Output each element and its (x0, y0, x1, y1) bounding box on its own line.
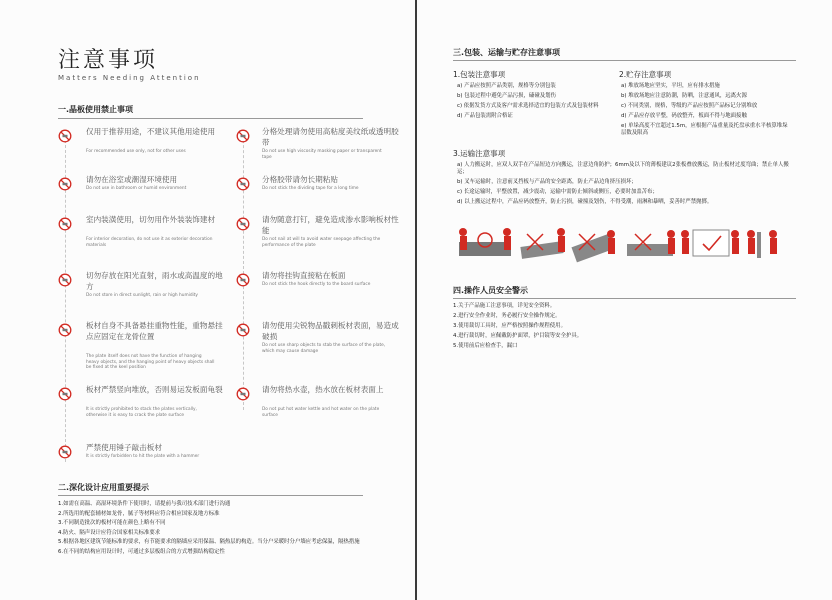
prohibition-icon (58, 176, 72, 190)
prohibition-icon (236, 128, 250, 142)
text-line: 5.根据各地区建筑节能标准的要求，有节能要求的隔墙应采用保温、隔热层的构造。当分户采暖时分户墙应考虑保温，隔热措施 (58, 539, 360, 546)
check-mark-icon (747, 230, 777, 258)
prohibition-icon (236, 386, 250, 400)
text-line: b) 叉车运输时，注意前叉挡板与产品的安全距离，防止产品边角挤压损坏； (457, 179, 637, 185)
divider (453, 60, 796, 61)
prohibition-text: 请勿将热水壶，热水放在板材表面上 (262, 385, 384, 394)
text-line: a) 堆放场地应坚实，平坦，应有排水措施 (621, 83, 720, 89)
text-line: 4.防火、隔声设计应符合国家相关标准要求 (58, 529, 161, 536)
prohibition-icon (58, 128, 72, 142)
divider (58, 118, 363, 119)
text-line: a) 产品应按照产品类别，规格等分别包装 (457, 83, 556, 89)
text-line: d) 产品应存放平整，码放整齐，板面不得与地面接触 (621, 113, 747, 119)
prohibition-english: Do not use sharp objects to stab the surface of the plate, which may cause damage (262, 343, 386, 354)
prohibition-text: 板材自身不具备悬挂重物性能，重物悬挂点应固定在龙骨位置 (86, 321, 223, 341)
section2-heading: 二.深化设计应用重要提示 (58, 483, 150, 492)
check-mark-icon (681, 230, 739, 256)
text-line: a) 人力搬运时，应双人双手在产品短边方向搬运，注意边角防护；6mm及以下的薄板建议2张板叠放搬运，防止板材过度弯曲；禁止单人搬运； (457, 162, 789, 175)
prohibition-text: 分格胶带请勿长期粘贴 (262, 175, 338, 184)
prohibition-icon (236, 176, 250, 190)
prohibition-icon (236, 272, 250, 286)
prohibition-english: Do not store in direct sunlight, rain or high humidity (86, 293, 198, 298)
section1-heading: 一.晶板使用禁止事项 (58, 105, 134, 114)
text-line: d) 产品包装需附合格证 (457, 113, 513, 119)
storage-heading: 2.贮存注意事项 (619, 70, 672, 79)
prohibition-icon (58, 322, 72, 336)
page-subtitle: Matters Needing Attention (58, 74, 201, 82)
prohibition-english: For recommended use only, not for other uses (86, 149, 186, 154)
cross-mark-icon (520, 228, 565, 259)
left-page (0, 0, 415, 600)
text-line: 1.如需在高温、高湿环境条件下使用时，请提前与我司技术部门进行沟通 (58, 501, 231, 507)
divider (453, 298, 796, 299)
divider (58, 495, 363, 496)
transport-heading: 3.运输注意事项 (453, 149, 506, 158)
prohibition-text: 分格处理请勿使用高粘度美纹纸或透明胶带 (262, 127, 399, 147)
prohibition-english: Do not use in bathroom or humid environment (86, 186, 187, 191)
right-page (417, 0, 832, 600)
prohibition-text: 室内装潢使用，切勿用作外装装饰建材 (86, 215, 216, 224)
prohibition-english: Do not put hot water kettle and hot water on the plate surface (262, 407, 380, 418)
prohibition-english: Do not nail at will to avoid water seepage affecting the performance of the plate (262, 237, 381, 248)
prohibition-english: The plate itself does not have the function of hanging heavy objects, and the hanging point of heavy objects shall be fixed at the keel position (86, 354, 215, 370)
text-line: 2.所选用的配套辅材如龙骨，腻子等材料应符合相应国家及地方标准 (58, 510, 220, 517)
text-line: b) 堆放场地应注意防潮，防晒，注意通风，远离火源 (621, 93, 747, 99)
prohibition-text: 板材严禁竖向堆放，否则易运发板面龟裂 (86, 385, 223, 394)
prohibition-icon (58, 216, 72, 230)
text-line: 4.进行裁切时，应佩戴防护面罩，护目镜等安全护具。 (453, 333, 583, 339)
cross-mark-icon (571, 230, 615, 262)
prohibition-icon (58, 272, 72, 286)
text-line: d) 以上搬运过程中，产品应码放整齐，防止污损，碰撞及划伤，不得受潮，雨淋和暴晒，妥善时严禁抛掷。 (457, 199, 713, 205)
prohibition-english: Do not stick the hook directly to the board surface (262, 282, 371, 287)
section3-heading: 三.包装、运输与贮存注意事项 (453, 48, 561, 57)
prohibition-text: 请勿使用尖锐物品戳刺板材表面，易造成破损 (262, 321, 399, 341)
prohibition-icon (58, 386, 72, 400)
cross-mark-icon (627, 230, 675, 256)
text-line: 3.使用裁切工具时，应严格按照操作规程使用。 (453, 323, 566, 329)
worker-carrying-icon (459, 228, 511, 256)
text-line: 6.在不同的结构应用设计时，可通过多层板组合的方式增强结构稳定性 (58, 549, 225, 555)
dashed-guide (243, 130, 244, 410)
section4-heading: 四.操作人员安全警示 (453, 286, 529, 295)
text-line: 5.使用前后应检查手，漏口 (453, 343, 518, 349)
handling-illustration (455, 222, 783, 266)
text-line: 3.不同制造批次的板材可能在颜色上略有不同 (58, 520, 166, 527)
page-title: 注意事项 (58, 48, 159, 73)
prohibition-english: Do not stick the dividing tape for a long time (262, 186, 359, 191)
prohibition-text: 请勿随意打钉，避免造成渗水影响板材性能 (262, 215, 399, 235)
text-line: c) 依据发货方式及客户需求选择适宜的包装方式及包装材料 (457, 103, 599, 109)
text-line: b) 包装过程中避免产品污损，磕碰及划伤 (457, 93, 556, 99)
prohibition-english: It is strictly forbidden to hit the plate with a hammer (86, 454, 200, 459)
prohibition-text: 仅用于推荐用途，不建议其他用途使用 (86, 127, 216, 136)
text-line: 1.关于产品施工注意事项，详见安全资料。 (453, 303, 556, 309)
text-line: 2.进行安全作业时，务必履行安全操作规定。 (453, 313, 561, 319)
prohibition-icon (58, 444, 72, 458)
prohibition-text: 请勿将挂钩直接粘在板面 (262, 271, 346, 280)
prohibition-icon (236, 216, 250, 230)
prohibition-english: Do not use high viscosity masking paper or transparent tape (262, 149, 382, 160)
prohibition-text: 请勿在浴室或潮湿环境使用 (86, 175, 178, 184)
text-line: c) 不同类别，规格，等级的产品应按照产品标记分别堆放 (621, 103, 758, 109)
prohibition-text: 切勿存放在阳光直射，雨水或高温度的地方 (86, 271, 223, 291)
packaging-heading: 1.包装注意事项 (453, 70, 506, 79)
prohibition-english: It is strictly prohibited to stack the plates vertically, otherwise it is easy to crack the plate surface (86, 407, 197, 418)
text-line: e) 单垛高度不宜超过1.5m，应根据产品重量及托盘承重水平核算堆垛层数及限高 (621, 123, 788, 136)
prohibition-text: 严禁使用锤子敲击板材 (86, 443, 162, 452)
prohibition-english: For interior decoration, do not use it as exterior decoration materials (86, 237, 213, 248)
prohibition-icon (236, 322, 250, 336)
text-line: c) 长途运输时，平整放置，减少震动，运输中需防止倾斜或侧压，必要时加盖苫布； (457, 189, 658, 195)
